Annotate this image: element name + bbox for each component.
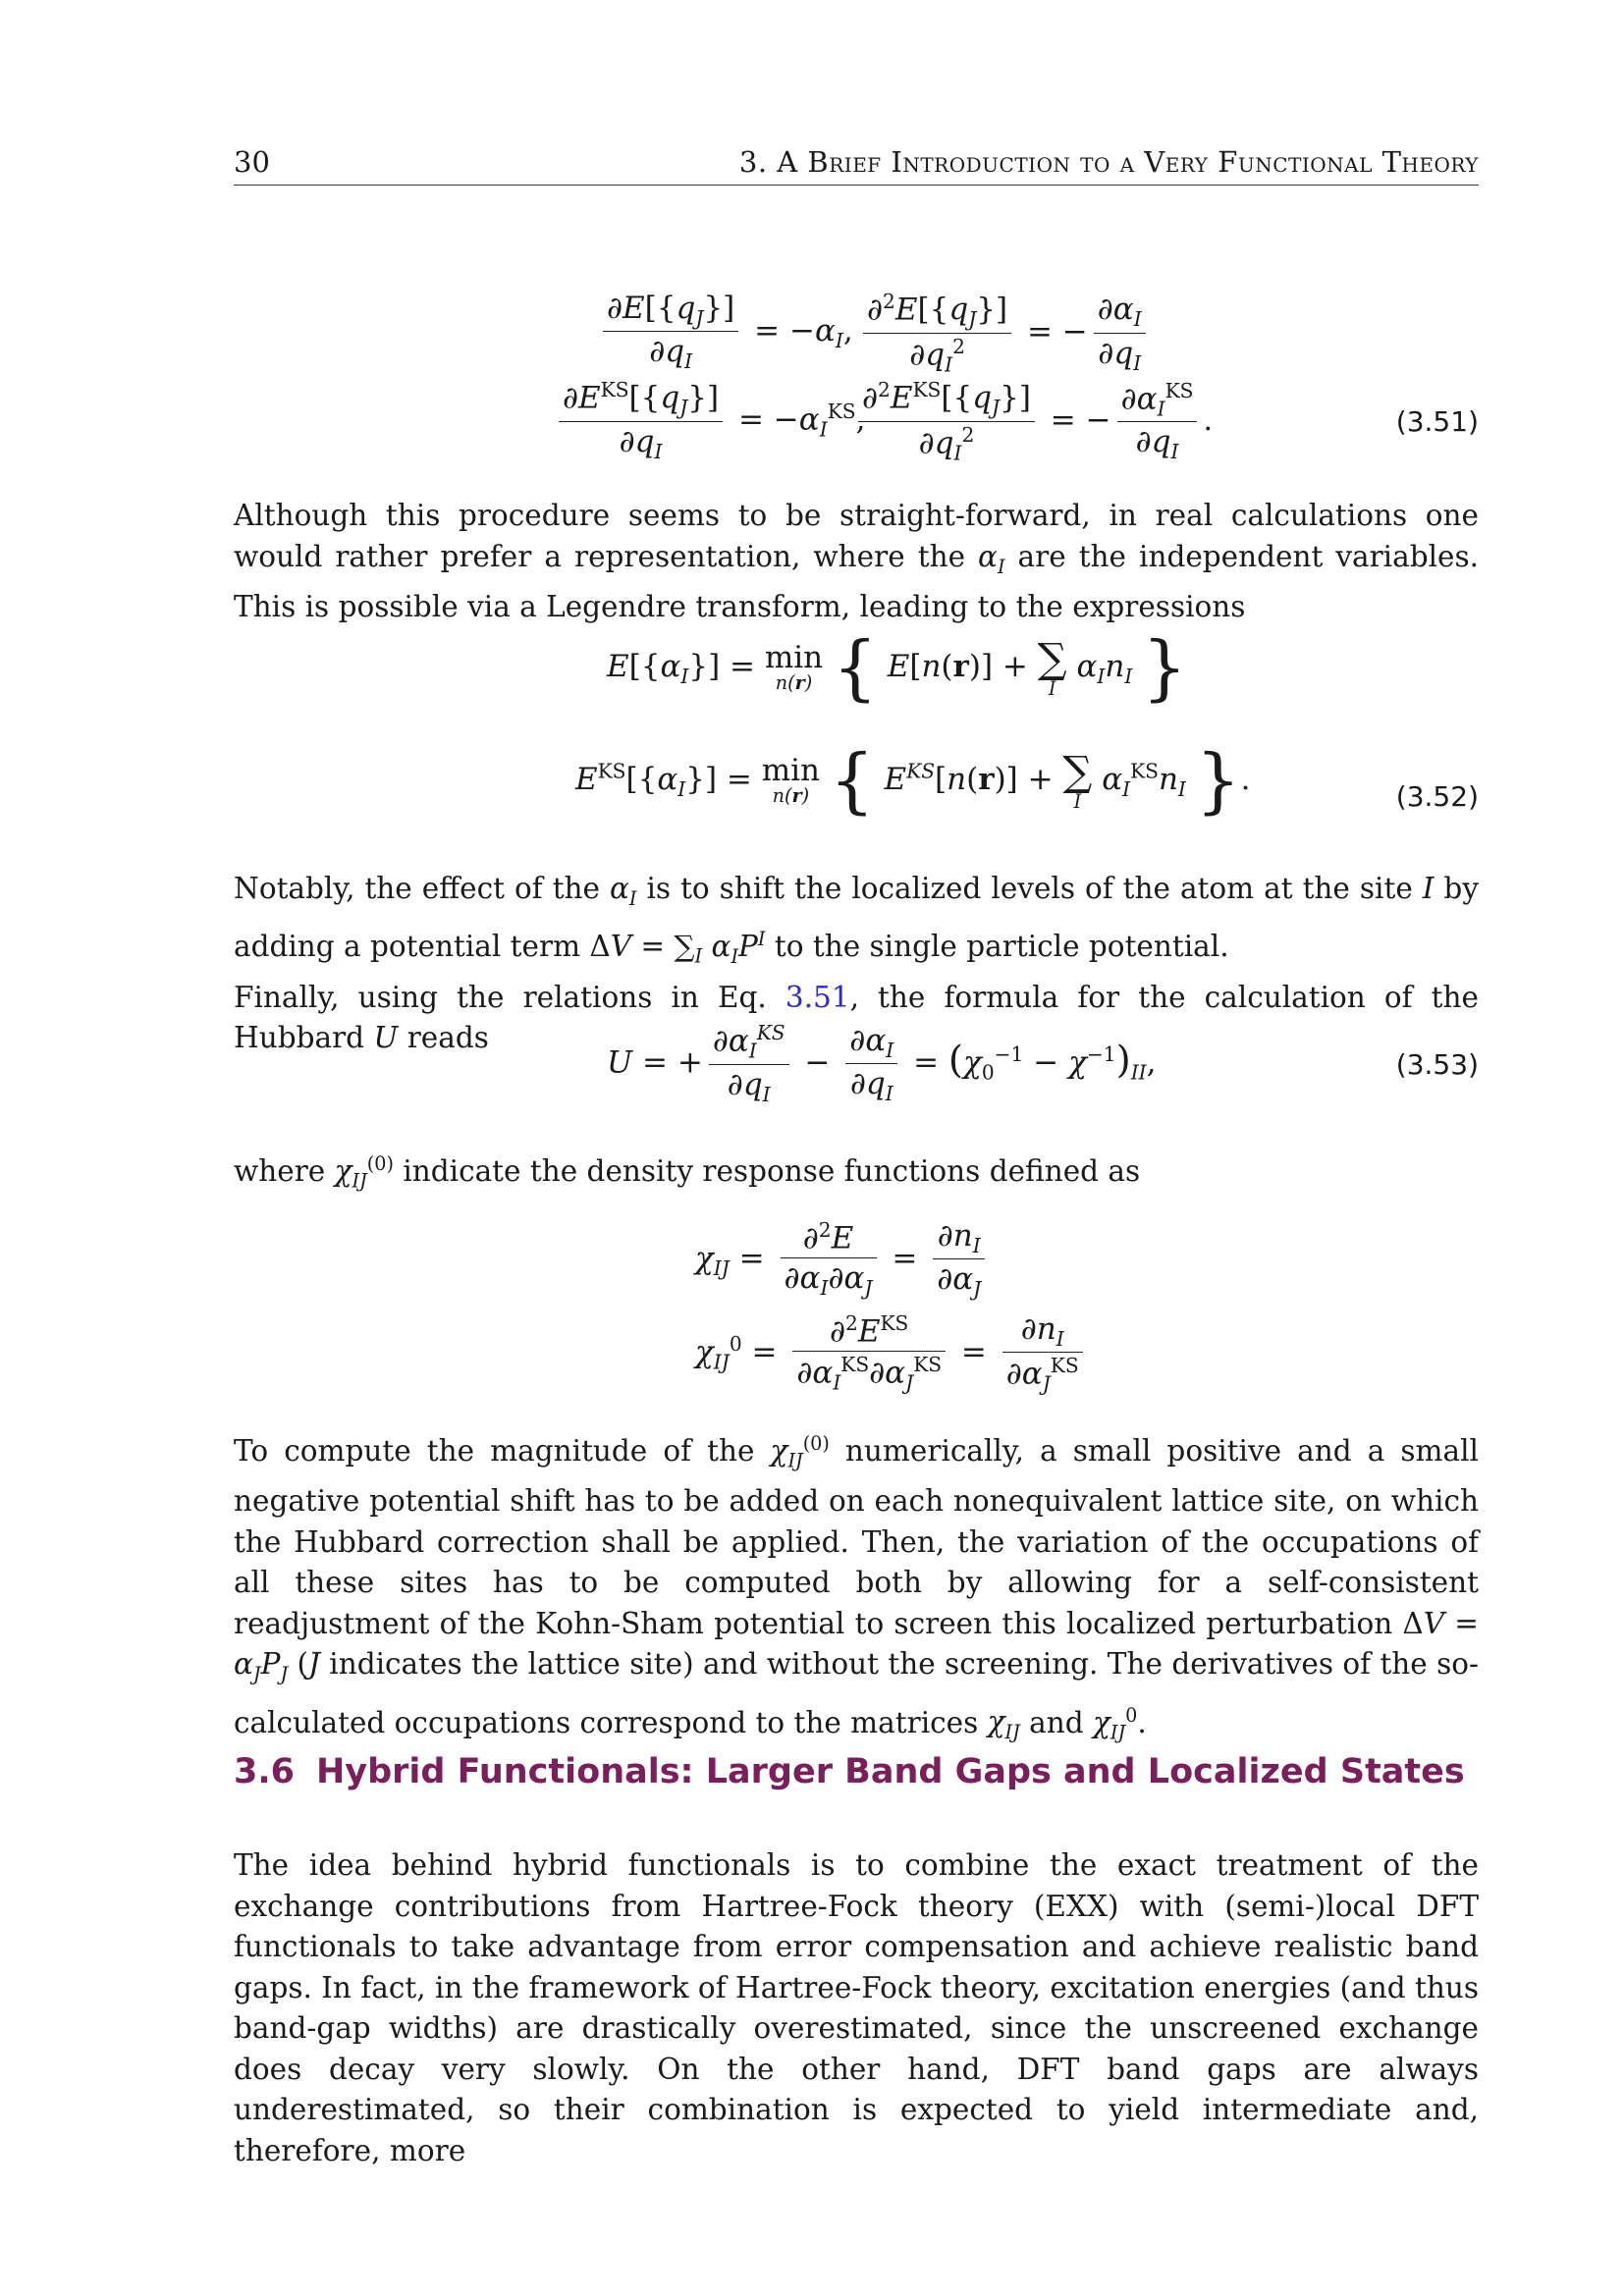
equation-3-53: U = + $\frac{\partial\alpha_I^{KS}}{\partial q_I}$ − $\frac{\partial\alpha_I}{\partial q_I}$ = $(\chi_0^{-1} - \chi^{-1})_{II}$, (3.53) bbox=[607, 1021, 1479, 1106]
equation-3-51: $\frac{\partial E[\{q_J\}]}{\partial q_I}$ = $-\alpha_I$, $\frac{\partial^2E[\{q_J\}]}{\partial q_I^2}$ = − $\frac{\partial\alpha_I}{\partial q_I}$ $\frac{\partial E^{KS}[\{q_J\}]}{\partial q_I}$ = $-\alpha_I^{KS}$, $\frac{\partial^2E^{KS}[\{q_J\}]}{\partial q_I^2}$ = − $\frac{\partial\alpha_I^{KS}}{\partial q_I}$ . (3.51) bbox=[234, 290, 1479, 471]
running-head bbox=[234, 145, 1479, 186]
paragraph-2: Notably, the effect of the $\alpha_I$ is to shift the localized levels of the atom at the site I by adding a potential term $\Delta V = \sum_I$ $\alpha_IP^I$ to the single particle potential. Finally, using the relations in Eq. 3.51, the formula for the calculation of the Hubbard U reads bbox=[234, 872, 1479, 1055]
equation-number: (3.51) bbox=[1395, 405, 1479, 438]
paragraph-5: The idea behind hybrid functionals is to combine the exact treatment of the exchange contributions from Hartree-Fock theory (EXX) with (semi-)local DFT functionals to take advantage from error compensation and achieve realistic band gaps. In fact, in the framework of Hartree-Fock theory, excitation energies (and thus band-gap widths) are drastically overestimated, since the unscreened exchange does decay very slowly. On the other hand, DFT band gaps are always underestimated, so their combination is expected to yield intermediate and, therefore, more bbox=[234, 1848, 1479, 2167]
section-heading bbox=[234, 1752, 1479, 1791]
paragraph-4: To compute the magnitude of the $\chi_{IJ}^{(0)}$ numerically, a small positive and a small negative potential shift has to be added on each nonequivalent lattice site, on which the Hubbard correction shall be applied. Then, the variation of the occupations of all these sites has to be computed both by allowing for a self-consistent readjustment of the Kohn-Sham potential to screen this localized perturbation $\Delta V = \alpha_JP_J$ (J indicates the lattice site) and without the screening. The derivatives of the so-calculated occupations correspond to the matrices $\chi_{IJ}$ and $\chi_{IJ}^0$. bbox=[234, 1432, 1480, 1744]
equation-number: (3.52) bbox=[1395, 780, 1479, 813]
equation-link[interactable]: 3.51 bbox=[785, 980, 850, 1014]
chapter-title: 3. A Brief Introduction to a Very Functional Theory bbox=[738, 145, 1479, 179]
equation-number: (3.53) bbox=[1395, 1048, 1479, 1081]
page-number: 30 bbox=[234, 145, 270, 179]
paragraph-1: Although this procedure seems to be straight-forward, in real calculations one would rather prefer a representation, where the $\alpha_I$ are the independent variables. This is possible via a Legendre transform, leading to the expressions bbox=[234, 499, 1479, 623]
section-number: 3.6 bbox=[234, 1752, 296, 1791]
paragraph-3: where $\chi_{IJ}^{(0)}$ indicate the density response functions defined as bbox=[234, 1152, 1141, 1193]
equation-response-functions: $\chi_{IJ}$ = $\frac{\partial^2E}{\partial\alpha_I\partial\alpha_J}$ = $\frac{\partial n_I}{\partial\alpha_J}$ $\chi_{IJ}^0$ = $\frac{\partial^2E^{KS}}{\partial\alpha_I^{KS}\partial\alpha_J^{KS}}$ = $\frac{\partial n_I}{\partial\alpha_J^{KS}}$ bbox=[234, 1217, 1479, 1394]
equation-3-52: $E[\{\alpha_I\}] = \min$ n(r) { E[n(r)] + ∑ I $\alpha_In_I$ } $E^{KS}[\{\alpha_I\}] = \min$ n(r) { $E^{KS}[n(r)]$ + ∑ I $\alpha_I^{KS}n_I$ }. (3.52) bbox=[575, 625, 1479, 822]
section-title: Hybrid Functionals: Larger Band Gaps and Localized States bbox=[316, 1752, 1465, 1791]
